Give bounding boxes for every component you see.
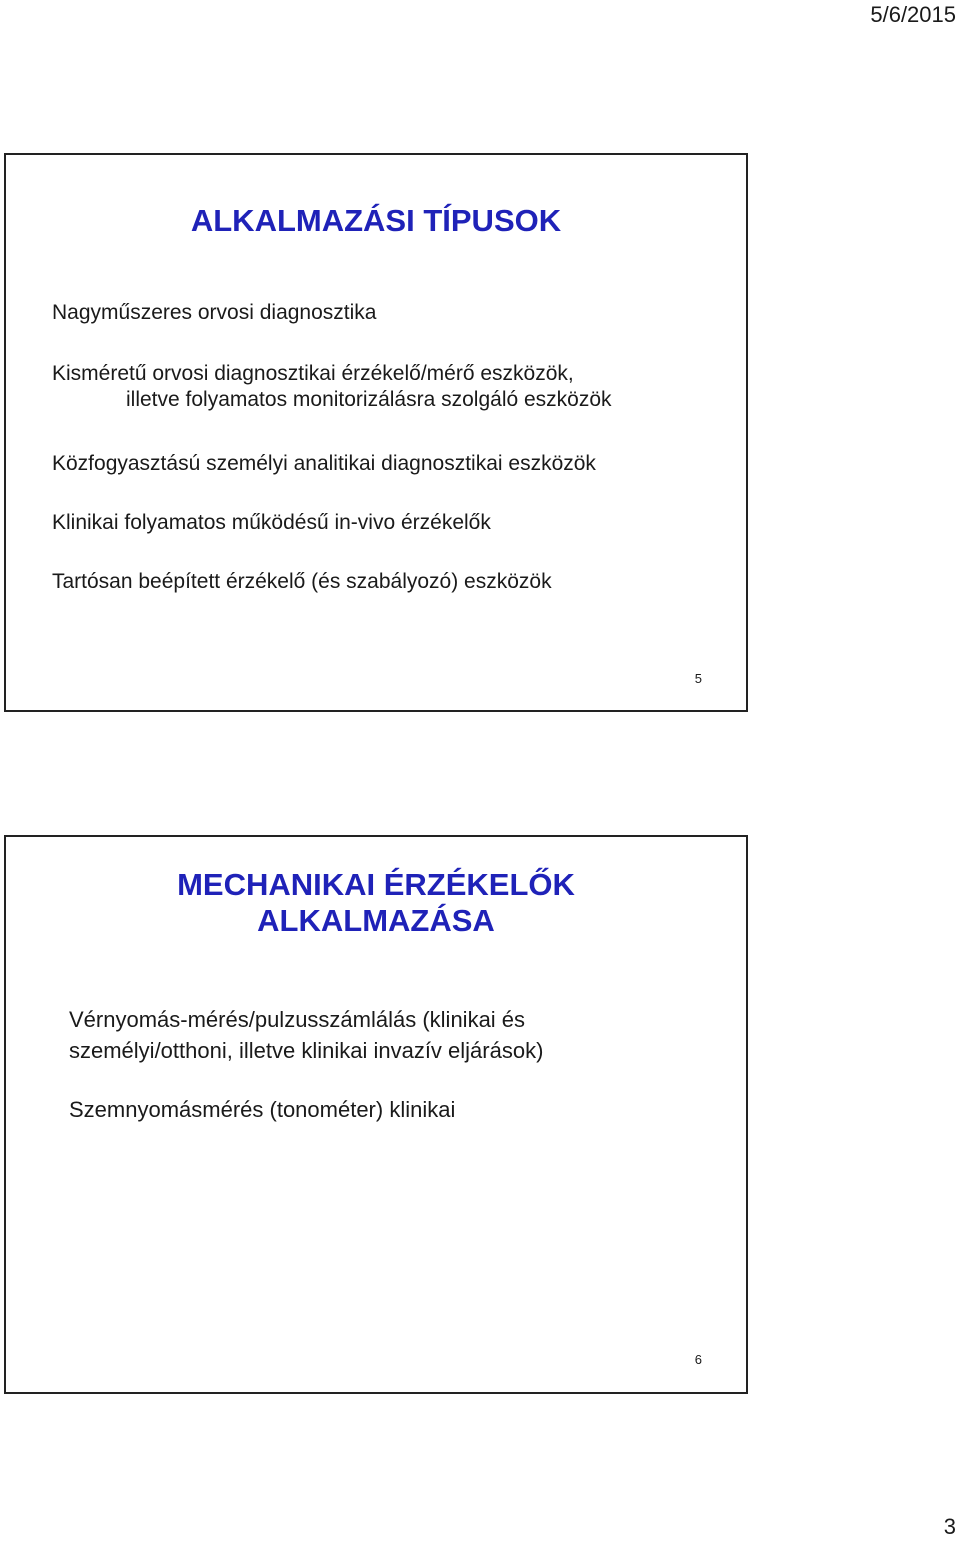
list-item-line: Kisméretű orvosi diagnosztikai érzékelő/mérő eszközök, (52, 362, 574, 385)
slide-title-line: ALKALMAZÁSA (257, 903, 495, 938)
list-item-line: személyi/otthoni, illetve klinikai invazív eljárások) (69, 1038, 544, 1063)
list-item: Szemnyomásmérés (tonométer) klinikai (69, 1097, 456, 1122)
list-item: Közfogyasztású személyi analitikai diagnosztikai eszközök (52, 452, 596, 475)
slide-5 (4, 153, 748, 712)
list-item (52, 361, 612, 413)
list-item (69, 1004, 543, 1066)
list-item: Tartósan beépített érzékelő (és szabályozó) eszközök (52, 570, 552, 593)
list-item-continuation: illetve folyamatos monitorizálásra szolgáló eszközök (126, 388, 612, 411)
slide-title: ALKALMAZÁSI TÍPUSOK (190, 203, 562, 238)
list-item: Nagyműszeres orvosi diagnosztika (52, 301, 377, 324)
page-number: 3 (943, 1514, 956, 1539)
slide-title (6, 867, 746, 939)
slide-number: 6 (694, 1352, 702, 1367)
slide-6 (4, 835, 748, 1394)
list-item: Klinikai folyamatos működésű in-vivo érzékelők (52, 511, 491, 534)
list-item-line: Vérnyomás-mérés/pulzusszámlálás (klinikai és (69, 1007, 526, 1032)
slide-title-line: MECHANIKAI ÉRZÉKELŐK (177, 867, 575, 902)
page-date: 5/6/2015 (870, 2, 956, 27)
slide-number: 5 (694, 671, 702, 686)
